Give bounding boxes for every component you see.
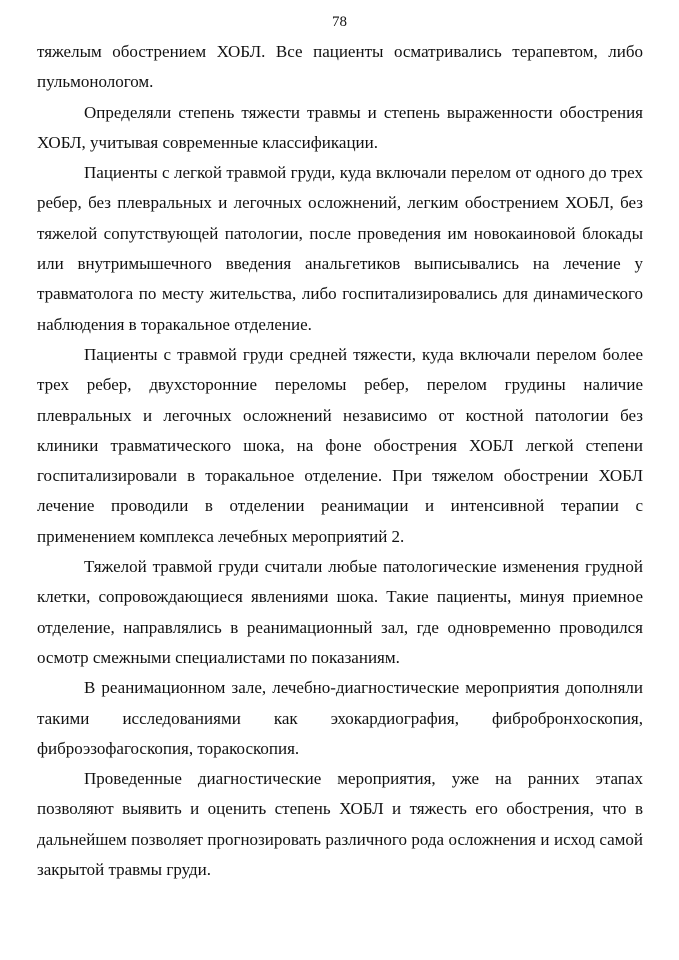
body-text [37,37,643,885]
paragraph-resuscitation-room: В реанимационном зале, лечебно-диагностические мероприятия дополняли такими исследованиями как эхокардиография, фибробронхоскопия, фиброэзофагоскопия, торакоскопия. [37,678,643,758]
paragraph-mild-trauma: Пациенты с легкой травмой груди, куда включали перелом от одного до трех ребер, без плевральных и легочных осложнений, легким обострением ХОБЛ, без тяжелой сопутствующей патологии, после проведения им новокаиновой блокады или внутримышечного введения анальгетиков выписывались на лечение у травматолога по месту жительства, либо госпитализировались для динамического наблюдения в торакальное отделение. [37,163,643,334]
page-number: 78 [332,14,347,30]
paragraph-moderate-trauma: Пациенты с травмой груди средней тяжести, куда включали перелом более трех ребер, двухсторонние переломы ребер, перелом грудины наличие плевральных и легочных осложнений независимо от костной патологии без клиники травматического шока, на фоне обострения ХОБЛ легкой степени госпитализировали в торакальное отделение. При тяжелом обострении ХОБЛ лечение проводили в отделении реанимации и интенсивной терапии с применением комплекса лечебных мероприятий 2. [37,344,643,546]
paragraph-severity-assessment: Определяли степень тяжести травмы и степень выраженности обострения ХОБЛ, учитывая современные классификации. [37,102,643,152]
paragraph-conclusion: Проведенные диагностические мероприятия, уже на ранних этапах позволяют выявить и оценить степень ХОБЛ и тяжесть его обострения, что в дальнейшем позволяет прогнозировать различного рода осложнения и исход самой закрытой травмы груди. [37,769,643,880]
paragraph-severe-trauma: Тяжелой травмой груди считали любые патологические изменения грудной клетки, сопровождающиеся явлениями шока. Такие пациенты, минуя приемное отделение, направлялись в реанимационный зал, где одновременно проводился осмотр смежными специалистами по показаниям. [37,557,643,667]
paragraph-continuation: тяжелым обострением ХОБЛ. Все пациенты осматривались терапевтом, либо пульмонологом. [37,42,643,92]
